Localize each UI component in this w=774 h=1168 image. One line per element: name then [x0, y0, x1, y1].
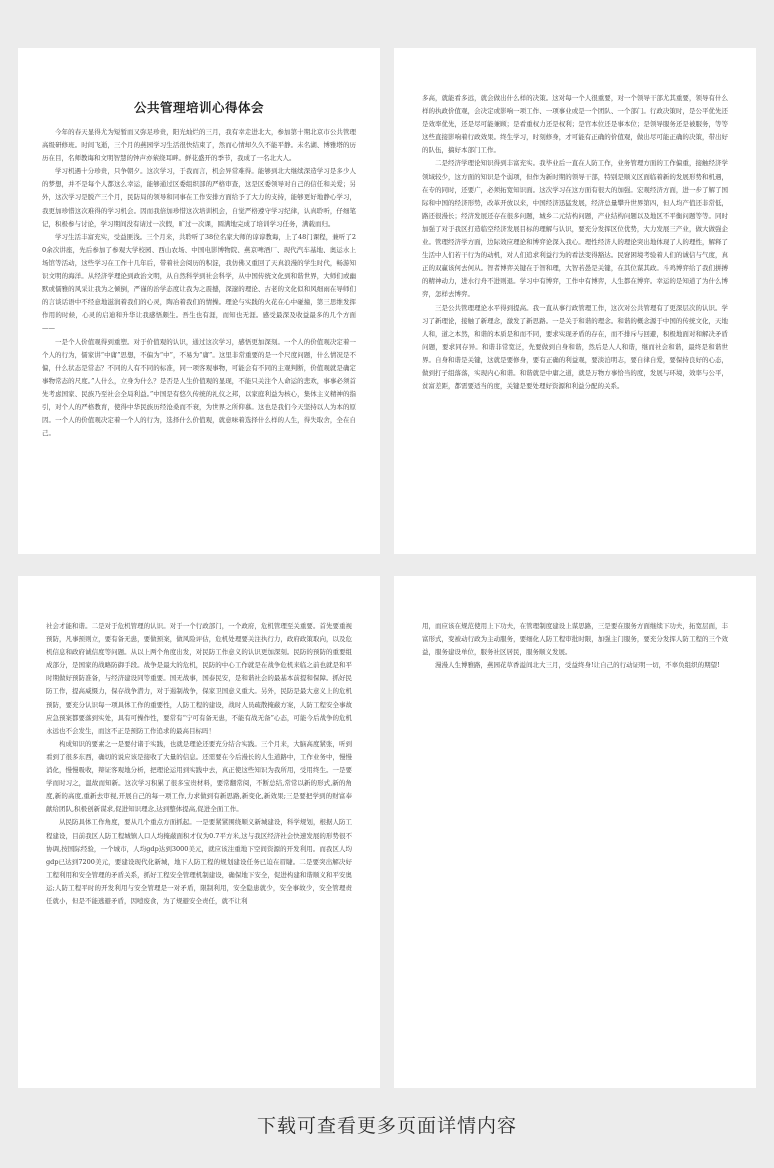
paragraph: 构成知识的要素之一是要付诸于实践，也就是理论还要充分结合实践。三个月来，大脑高度紧张，听到看到了很多东西，确切的说应该是接收了大量的信息。还需要在今后漫长的人生道路中，工作业务中，慢慢消化，慢慢吸收，辩证客观地分析，把理论运用到实践中去，真正使这些知识为我所用，受用终生。一是要学而时习之，温故而知新。这次学习积累了很多宝贵材料，要常翻常阅，不断总结,常常以新的形式,新的角度,新的高度,重新去审视,开展自己的每一项工作,力求做到有新思路,新变化,新效果;三是要把学到的财富奉献给团队,积极创新谋求,促进知识理念,达到整体提高,促进全面工作。: [46, 739, 352, 814]
paragraph: 漫漫人生博雅路，燕园花草香溢间北大三月，受益终身!让自己的行动证明一切，不辜负组织的期望!: [435, 661, 720, 670]
paragraph: 社会才能和谐。二是对于危机管理的认识。对于一个行政部门，一个政府，危机管理至关重要。首先要重视预防，凡事预则立，要有备无患，要做预案，做风险评估，危机处理要关注执行力，政府政策取向，以及危机信息和政府诚信度等问题。从以上两个角度出发，对民防工作意义的认识更加深刻。民防的预防的重要组成部分，是国家的战略防御手段。战争是最大的危机，民防的中心工作就是在战争危机来临之前也就是和平时期做好预防准备，与经济建设同等重要。国无战事，国泰民安，是和谐社会的最基本前提和保障。抓好民防工作，提高威慑力，保存战争潜力，对于遏制战争，保家卫国意义重大。另外，民防是最大意义上的危机预防，要充分认识每一项具体工作的重要性，人防工程的建设，战时人员疏散掩蔽方案，人防工程安全事故应急预案都要落到实处，具有可操作性，要常有“宁可有备无患，不能有战无备”心态，可能今后战争的危机永远也不会发生，而这不正是预防工作追求的最高目标吗！: [46, 622, 352, 735]
paragraph: 从民防具体工作角度，要从几个重点方面抓起。一是要紧紧围绕顺义新城建设，科学规划，根据人防工程建设，目前我区人防工程城镇人口人均掩蔽面积才仅为0.7平方米,这与我区经济社会快速发展的形势很不协调,按国际经验，一个城市，人均gdp达到3000美元，就应该注重地下空间资源的开发利用。而我区人均gdp已达到7200美元，要建设现代化新城，地下人防工程的规划建设任务已迫在眉睫。二是要突出解决好工程利用和安全管理的矛盾关系，抓好工程安全管理机制建设，确保地下安全，促进构建和谐顺义和平安奥运;人防工程平时的开发利用与安全管理是一对矛盾，限制利用，安全隐患就少，安全事故少，安全管理责任就小，但是不能逃避矛盾，因噎废食，为了规避安全责任，就不让利: [46, 818, 352, 905]
paragraph: 一是个人价值观得到重塑。对于价值观的认识，通过这次学习，感悟更加深刻。一个人的价值观决定着一个人的行为，儒家讲“中庸”思想，不偏为“中”，不易为“庸”。这里非常重要的是一个尺度问题，什么情况是不偏，什么状态是常态？不同的人有不同的标准，同一项客观事物，可能会有不同的主观判断，价值观就是确定事物常态的尺度。”人什么，立身为什么？是否是人生价值观的显现，不能只关注个人命运的悲欢，事事必须首先考虑国家、民族乃至社会全局利益。”中国是有悠久传统的礼仪之邦，以家庭利益为核心，集体主义精神的指引，对个人的严格教育，使得中华民族历经沧桑而不衰，为世界之所仰慕。这也是我们今天坚持以人为本的原因。一个人的价值观决定着一个人的行为，选择什么价值观，就意味着选择什么样的人生，得失取舍，全在自己。: [42, 337, 356, 438]
paragraph: 学习机遇十分珍贵，只争朝夕。这次学习，于我而言，机会异常难得。能够到北大继续深造学习是多少人的梦想，并不是每个人都这么幸运，能够通过区委组织部的严格审查，这是区委领导对自己的信任和关爱；另外，这次学习是脱产三个月，民防局的领导和同事在工作安排方面给予了大力的支持，能够更好地静心学习，我更加珍惜这次难得的学习机会。因而我倍加珍惜这次培训机会，自觉严格遵守学习纪律，认真聆听，仔细笔记，积极参与讨论，学习期间没有请过一次假，旷过一次课，圆满地完成了培训学习任务，满载而归。: [42, 167, 356, 228]
paragraph: 学习生活丰富充实，受益匪浅。三个月来，共聆听了38位名家大师的谆谆教诲，上了48门课程，兼听了20余次讲座，先后参加了参观大学校园、西山农场、中国电影博物院、燕京啤酒厂、现代汽车基地、奥运水上场馆等活动，这些学习在工作十几年后，带着社会阅历的积淀，我仿佛又重回了天真浪漫的学生时代，畅游知识文明的海洋。从经济学理论到政治文明，从自然科学到社会科学，从中国传统文化到和谐世界，大师们或幽默或儒雅的风采让我为之倾倒，严谨的治学态度让我为之震撼，深邃的理论、古老的文化似和风细雨在导师们的言谈话语中不经意地滋润着我们的心灵，陶冶着我们的情操。理论与实践的火花在心中碰撞，第三思维发挥作用的时候，心灵的启迪和升华让我感悟颇生。吾生也有涯，而知也无涯。感受最深及收益最多的几个方面——: [42, 232, 356, 333]
document-page-2: [394, 48, 756, 554]
download-more-prompt[interactable]: 下载可查看更多页面详情内容: [256, 1115, 517, 1137]
paragraph: 用，而应该在规范使用上下功夫，在管理制度建设上谋思路，三是要在服务方面继续下功夫，拓宽层面，丰富形式，变被动行政为主动服务，要细化人防工程审批时限，加强主门服务，要充分发挥人防工程的三个效益，服务建设单位，服务社区居民，服务顺义发展。: [422, 622, 728, 657]
paragraph: 二是经济学理论知识得到丰富充实。我毕业后一直在人防工作，业务管理方面的工作偏重，接触经济学领域较少，这方面的知识是个弱项，但作为新时期的领导干部，特别是顺义区面临着新的发展形势和机遇，在专的同时，还要广，必须拓宽知识面。这次学习在这方面有很大的加强。宏观经济方面，进一步了解了国际和中国的经济形势，改革开放以来，中国经济迅猛发展，经济总量攀升世界第四，但人均产值还非常低，路还很漫长；经济发展还存在很多问题，城乡二元结构问题，产业结构问题以及地区不平衡问题等等。同时加强了对于我区打造临空经济发展目标的理解与认识，要充分发挥区位优势，大力发展三产业，做大做强企业。管理经济学方面，边际效应理论和博弈论深入我心。理性经济人的理论突出地体现了人的理性，解释了生活中人们若干行为的动机，对人们追求利益行为的看法变得豁达。民窘困境考验着人们的诚信与气度，真正的双赢该何去何从。智者博弈关键在于智和理，大智若愚是关键，在其位谋其政。斗鸡博弈给了我们拼搏的精神动力，进水行舟不进则退。学习中有博弈，工作中有博弈，人生都在博弈。幸运的是知道了为什么博弈，怎样去博弈。: [422, 159, 728, 299]
paragraph: 三是公共管理理论水平得到提高。我一直从事行政管理工作，这次对公共管理有了更深层次的认识。学习了新理论，接触了新理念，激发了新思路。一是关于和谐的理念。和谐的概念源于中国的传统文化，天地人和，道之本然，和谐的本质是和而不同，要求实现矛盾的存在，而不排斥与回避，积极地面对和解决矛盾问题，要求同存异。和谐非常宽泛，先要做到自身和谐，然后是人人和谐，继而社会和谐，最终是和谐世界。自身和谐是关键，这就是要修身，要有正确的利益观，要淡泊明志，要自律自爱，要保持良好的心态，做到打子组落落，实现内心和谐。和谐就是中庸之道，就是万物方事恰当的度，发展与环境，效率与公平，贫富差距，都需要适当的度，关键是要处理好资源和利益分配的关系。: [422, 303, 728, 391]
document-page-3: [18, 576, 380, 1088]
document-page-1: [18, 48, 380, 554]
paragraph: 今年的春天显得尤为短暂而又弥足珍贵，阳光灿烂的三月，我有幸走进北大，参加第十期北京市公共管理高级研修班。时间飞逝，三个月的燕园学习生活很快结束了，然而心情却久久不能平静。未名湖、博雅塔的历历在目，名师教诲和文明智慧的钟声亦萦绕耳畔。鲜花盛开的季节，我成了一名北大人。: [42, 128, 356, 163]
paragraph: 多高，就能看多远，就会做出什么样的决策。这对每一个人很重要，对一个领导干部尤其重要，领导有什么样的执政价值观，会决定或影响一项工作、一项事业或是一个团队、一个部门。行政决策时，是公平优先还是效率优先，还是尽可能兼顾；是看重权力还是权利；是官本位还是事本位；是领导服务还是被服务，等等这些直接影响着行政效果。终生学习，时刻修身，才可能有正确的价值观，做出尽可能正确的决策，带出好的队伍，搞好本部门工作。: [422, 94, 728, 155]
document-title: 公共管理培训心得体会: [133, 100, 264, 115]
document-page-4: [394, 576, 756, 1088]
